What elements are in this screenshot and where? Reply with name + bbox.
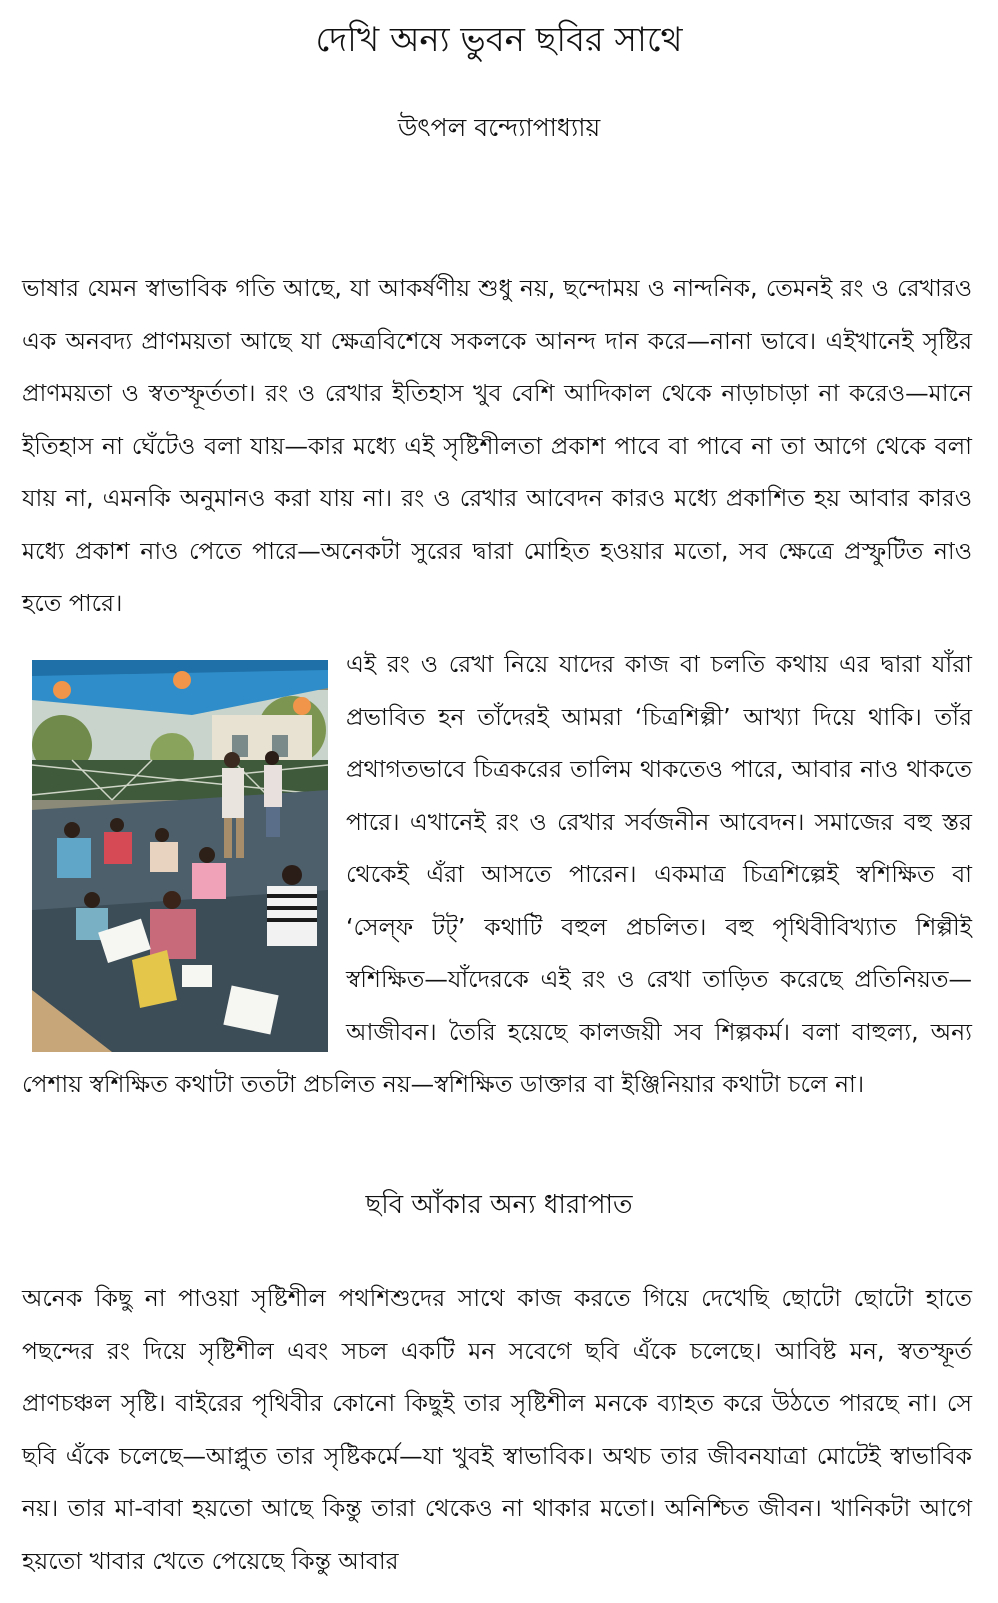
- paragraph-3: অনেক কিছু না পাওয়া সৃষ্টিশীল পথশিশুদের সাথে কাজ করতে গিয়ে দেখেছি ছোটো ছোটো হাতে পছন্দের রং দিয়ে সৃষ্টিশীল এবং সচল একটি মন সবেগে ছবি এঁকে চলেছে। আবিষ্ট মন, স্বতস্ফূর্ত প্রাণচঞ্চল সৃষ্টি। বাইরের পৃথিবীর কোনো কিছুই তার সৃষ্টিশীল মনকে ব্যাহত করে উঠতে পারছে না। সে ছবি এঁকে চলেছে—আপ্লুত তার সৃষ্টিকর্মে—যা খুবই স্বাভাবিক। অথচ তার জীবনযাত্রা মোটেই স্বাভাবিক নয়। তার মা-বাবা হয়তো আছে কিন্তু তারা থেকেও না থাকার মতো। অনিশ্চিত জীবন। খানিকটা আগে হয়তো খাবার খেতে পেয়েছে কিন্তু আবার: [22, 1284, 972, 1575]
- photo-graphic: [32, 660, 328, 1052]
- article-title: দেখি অন্য ভুবন ছবির সাথে: [315, 20, 683, 60]
- section-subheading: ছবি আঁকার অন্য ধারাপাত: [365, 1190, 633, 1220]
- paragraph-2-text: এই রং ও রেখা নিয়ে যাদের কাজ বা চলতি কথায় এর দ্বারা যাঁরা প্রভাবিত হন তাঁদেরই আমরা ‘চিত্রশিল্পী’ আখ্যা দিয়ে থাকি। তাঁর প্রথাগতভাবে চিত্রকরের তালিম থাকতেও পারে, আবার নাও থাকতে পারে। এখানেই রং ও রেখার সর্বজনীন আবেদন। সমাজের বহু স্তর থেকেই এঁরা আসতে পারেন। একমাত্র চিত্রশিল্পেই স্বশিক্ষিত বা ‘সেল্‌ফ টট্’ কথাটি বহুল প্রচলিত। বহু পৃথিবীবিখ্যাত শিল্পীই স্বশিক্ষিত—যাঁদেরকে এই রং ও রেখা তাড়িত করেছে প্রতিনিয়ত—আজীবন। তৈরি হয়েছে কালজয়ী সব শিল্পকর্ম। বলা বাহুল্য, অন্য পেশায় স্বশিক্ষিত কথাটা ততটা প্রচলিত নয়—স্বশিক্ষিত ডাক্তার বা ইঞ্জিনিয়ার কথাটা চলে না।: [22, 650, 972, 1098]
- photo-drawing-workshop-icon: [32, 660, 328, 1052]
- paragraph-2-with-photo: [22, 638, 972, 1111]
- article-author: উৎপল বন্দ্যোপাধ্যায়: [397, 113, 601, 142]
- paragraph-1: ভাষার যেমন স্বাভাবিক গতি আছে, যা আকর্ষণীয় শুধু নয়, ছন্দোময় ও নান্দনিক, তেমনই রং ও রেখারও এক অনবদ্য প্রাণময়তা আছে যা ক্ষেত্রবিশেষে সকলকে আনন্দ দান করে—নানা ভাবে। এইখানেই সৃষ্টির প্রাণময়তা ও স্বতস্ফূর্ততা। রং ও রেখার ইতিহাস খুব বেশি আদিকাল থেকে নাড়াচাড়া না করেও—মানে ইতিহাস না ঘেঁটেও বলা যায়—কার মধ্যে এই সৃষ্টিশীলতা প্রকাশ পাবে বা পাবে না তা আগে থেকে বলা যায় না, এমনকি অনুমানও করা যায় না। রং ও রেখার আবেদন কারও মধ্যে প্রকাশিত হয় আবার কারও মধ্যে প্রকাশ নাও পেতে পারে—অনেকটা সুরের দ্বারা মোহিত হওয়ার মতো, সব ক্ষেত্রে প্রস্ফুটিত নাও হতে পারে।: [22, 274, 972, 617]
